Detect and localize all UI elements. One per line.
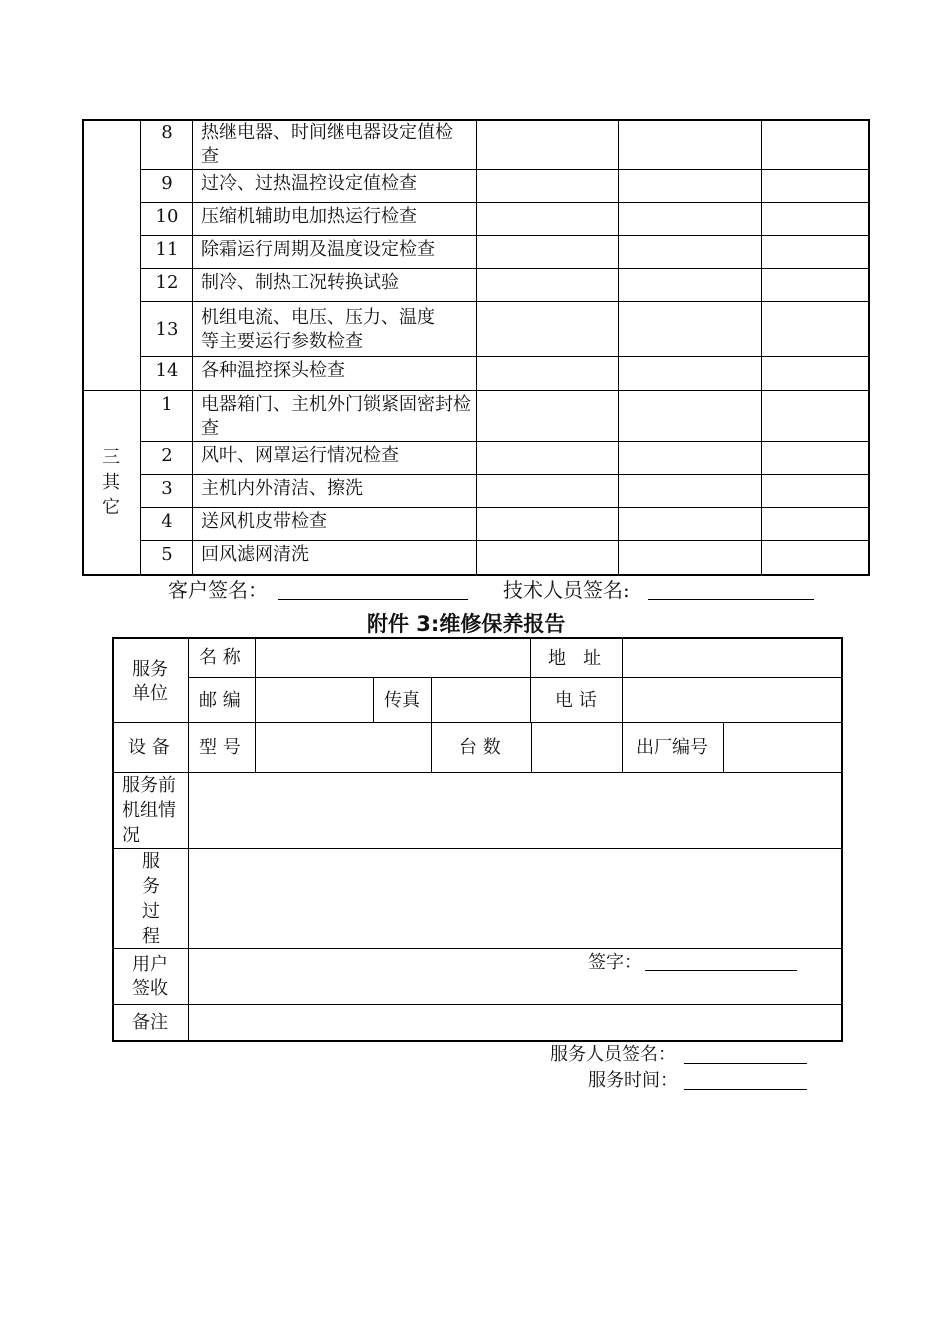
report-title: 附件 3:维修保养报告 <box>367 612 566 636</box>
group-label-char: 其 <box>102 472 120 493</box>
model-field[interactable] <box>257 724 430 771</box>
remark-field[interactable] <box>190 1006 840 1039</box>
pre-service-label-cont: 机组情 <box>122 800 176 821</box>
user-sign-label: 签字： <box>588 952 642 973</box>
service-process-label: 程 <box>142 926 160 947</box>
item-number: 8 <box>161 122 173 143</box>
remark-label: 备注 <box>132 1012 168 1033</box>
serial-number-field[interactable] <box>725 724 840 771</box>
item-number: 2 <box>161 445 173 466</box>
staff-signature-line[interactable] <box>684 1063 807 1064</box>
staff-signature-label: 服务人员签名： <box>550 1044 676 1065</box>
item-number: 12 <box>155 272 179 293</box>
item-text: 回风滤网清洗 <box>201 544 309 565</box>
item-text: 风叶、网罩运行情况检查 <box>201 445 399 466</box>
pre-service-condition-field[interactable] <box>190 774 840 847</box>
item-text: 压缩机辅助电加热运行检查 <box>201 206 417 227</box>
service-time-label: 服务时间： <box>588 1070 678 1091</box>
item-text: 除霜运行周期及温度设定检查 <box>201 239 435 260</box>
customer-signature-label: 客户签名： <box>168 578 268 602</box>
service-process-label: 服 <box>142 851 160 872</box>
service-process-field[interactable] <box>190 850 840 947</box>
user-acceptance-label-cont: 签收 <box>132 978 168 999</box>
postcode-field[interactable] <box>257 679 372 721</box>
address-label: 地 址 <box>548 648 602 669</box>
item-number: 11 <box>155 239 179 260</box>
item-text: 过冷、过热温控设定值检查 <box>201 173 417 194</box>
postcode-label: 邮 编 <box>199 690 241 711</box>
item-text: 机组电流、电压、压力、温度 <box>201 307 435 328</box>
item-number: 10 <box>155 206 179 227</box>
user-acceptance-label: 用户 <box>132 954 168 975</box>
serial-number-label: 出厂编号 <box>636 737 708 758</box>
item-number: 1 <box>161 394 173 415</box>
phone-field[interactable] <box>624 679 840 721</box>
item-text: 送风机皮带检查 <box>201 511 327 532</box>
service-unit-label: 服务 <box>132 659 168 680</box>
item-text: 电器箱门、主机外门锁紧固密封检 <box>201 394 471 415</box>
service-unit-label-cont: 单位 <box>132 683 168 704</box>
item-text: 制冷、制热工况转换试验 <box>201 272 399 293</box>
name-label: 名 称 <box>199 647 241 668</box>
count-label: 台 数 <box>459 737 501 758</box>
item-text: 各种温控探头检查 <box>201 360 345 381</box>
item-number: 5 <box>161 544 173 565</box>
item-text-cont: 查 <box>201 418 219 439</box>
customer-signature-line[interactable] <box>278 599 468 600</box>
fax-field[interactable] <box>433 679 529 721</box>
item-text-cont: 查 <box>201 146 219 167</box>
item-number: 4 <box>161 511 173 532</box>
name-field[interactable] <box>257 640 529 676</box>
item-number: 3 <box>161 478 173 499</box>
item-text: 主机内外清洁、擦洗 <box>201 478 363 499</box>
technician-signature-line[interactable] <box>648 599 814 600</box>
item-number: 14 <box>155 360 179 381</box>
service-time-line[interactable] <box>684 1089 807 1090</box>
group-label-char: 三 <box>102 447 120 468</box>
model-label: 型 号 <box>199 737 241 758</box>
service-process-label: 过 <box>142 901 160 922</box>
pre-service-label-cont: 况 <box>122 825 140 846</box>
equipment-label: 设 备 <box>128 737 170 758</box>
item-text: 热继电器、时间继电器设定值检 <box>201 122 453 143</box>
service-process-label: 务 <box>142 876 160 897</box>
address-field[interactable] <box>624 640 840 676</box>
item-number: 13 <box>155 319 179 340</box>
item-number: 9 <box>161 173 173 194</box>
group-label-char: 它 <box>102 497 120 518</box>
user-signature-line[interactable] <box>645 970 797 971</box>
technician-signature-label: 技术人员签名: <box>503 578 630 602</box>
count-field[interactable] <box>533 724 621 771</box>
item-text-cont: 等主要运行参数检查 <box>201 331 363 352</box>
phone-label: 电 话 <box>555 690 597 711</box>
pre-service-label: 服务前 <box>122 775 176 796</box>
fax-label: 传真 <box>384 690 420 711</box>
